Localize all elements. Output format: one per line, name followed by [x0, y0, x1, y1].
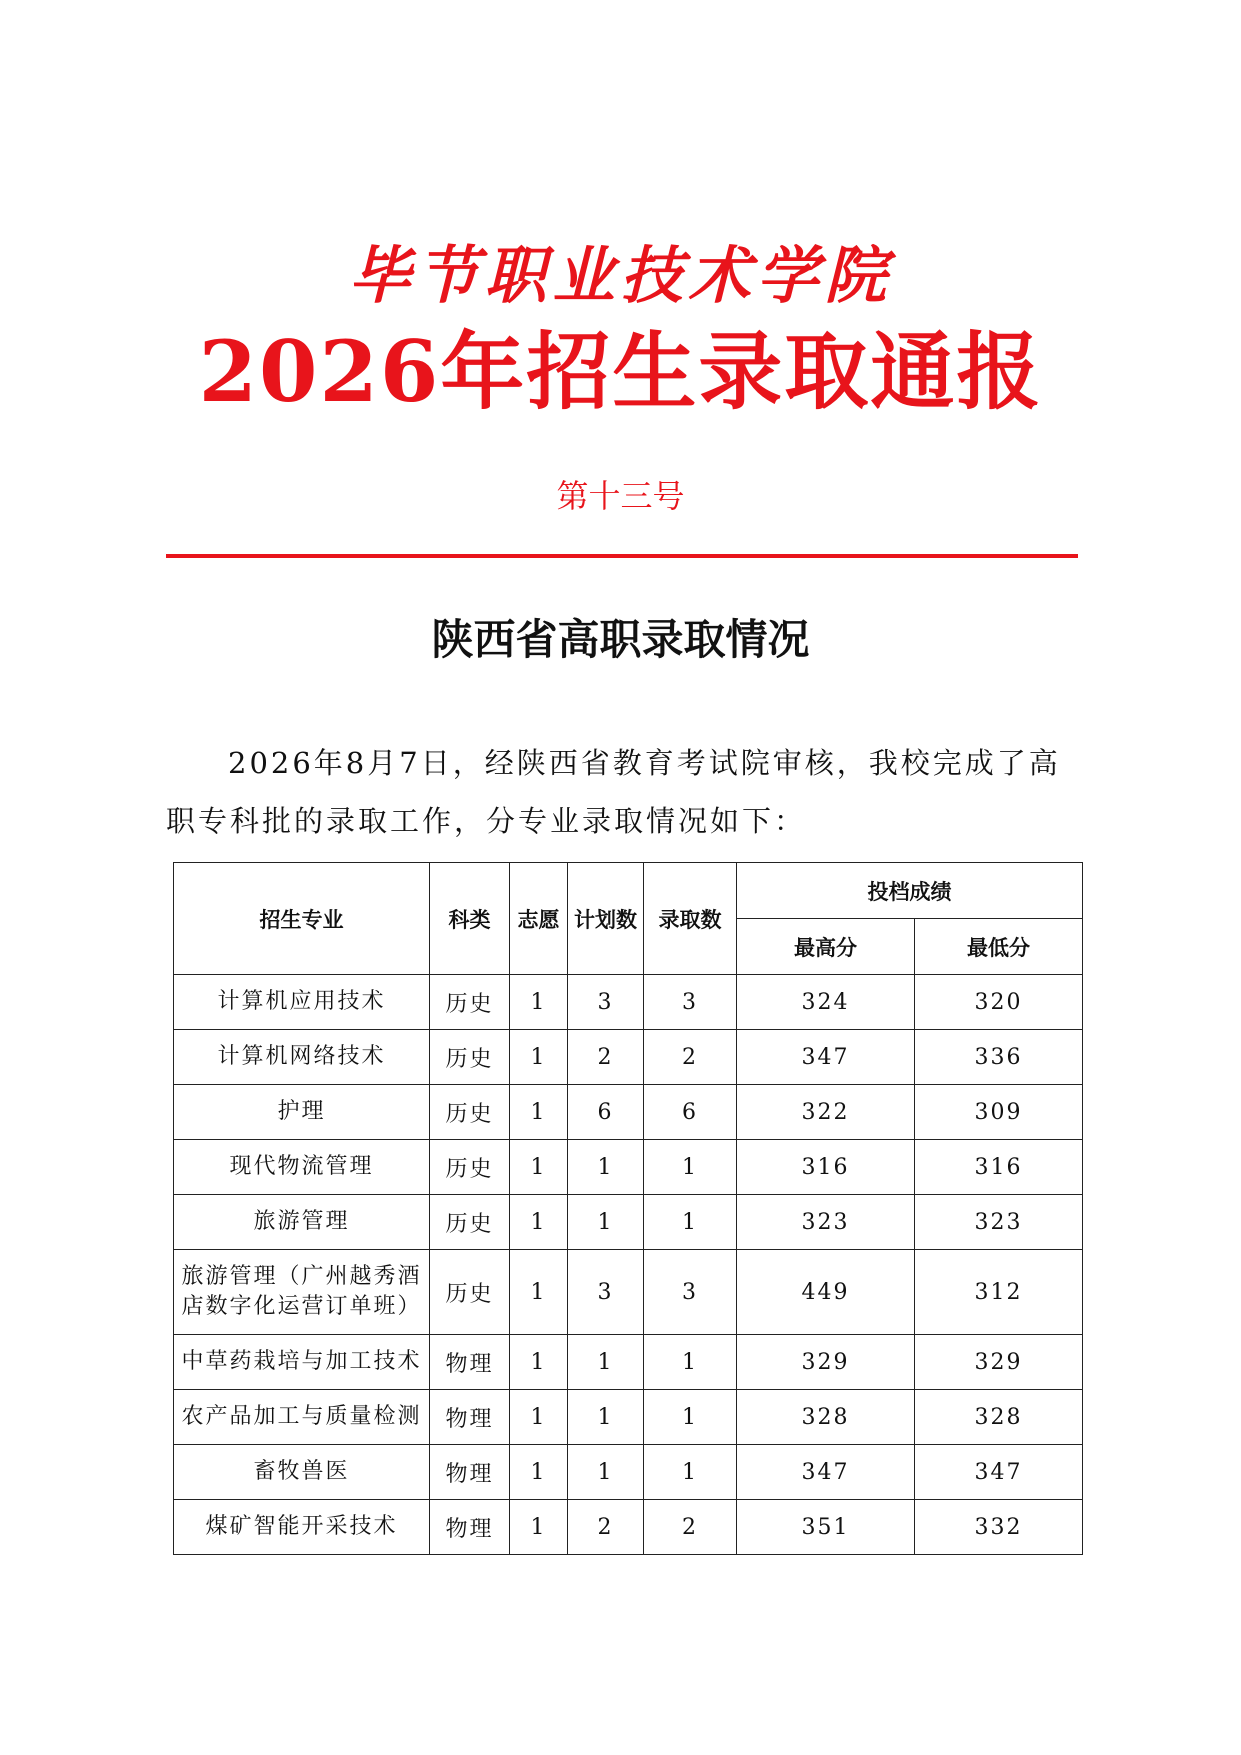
table-row	[174, 1250, 1083, 1335]
cell-max-score: 329	[737, 1335, 915, 1390]
table-row	[174, 1085, 1083, 1140]
cell-category: 物理	[430, 1390, 510, 1445]
cell-category: 历史	[430, 1085, 510, 1140]
table-row	[174, 1030, 1083, 1085]
cell-plan: 2	[568, 1030, 644, 1085]
cell-min-score: 320	[915, 975, 1083, 1030]
table-row	[174, 975, 1083, 1030]
cell-max-score: 324	[737, 975, 915, 1030]
cell-admitted: 1	[644, 1195, 737, 1250]
header-max-score: 最高分	[737, 919, 915, 975]
cell-plan: 2	[568, 1500, 644, 1555]
report-title: 2026年招生录取通报	[198, 322, 1043, 421]
cell-major: 旅游管理	[174, 1195, 430, 1250]
cell-max-score: 351	[737, 1500, 915, 1555]
cell-max-score: 316	[737, 1140, 915, 1195]
header-preference: 志愿	[510, 863, 568, 975]
cell-preference: 1	[510, 1030, 568, 1085]
cell-preference: 1	[510, 1085, 568, 1140]
header-plan: 计划数	[568, 863, 644, 975]
intro-paragraph: 2026年8月7日，经陕西省教育考试院审核，我校完成了高职专科批的录取工作，分专业录取情况如下：	[166, 746, 1061, 838]
table-row	[174, 1445, 1083, 1500]
cell-admitted: 2	[644, 1500, 737, 1555]
cell-min-score: 336	[915, 1030, 1083, 1085]
cell-category: 物理	[430, 1335, 510, 1390]
cell-min-score: 323	[915, 1195, 1083, 1250]
cell-preference: 1	[510, 975, 568, 1030]
header-min-score: 最低分	[915, 919, 1083, 975]
cell-preference: 1	[510, 1140, 568, 1195]
cell-min-score: 347	[915, 1445, 1083, 1500]
table-row	[174, 1390, 1083, 1445]
cell-major: 护理	[174, 1085, 430, 1140]
cell-admitted: 1	[644, 1445, 737, 1500]
table-row	[174, 1195, 1083, 1250]
cell-category: 物理	[430, 1500, 510, 1555]
table-row	[174, 1335, 1083, 1390]
cell-admitted: 1	[644, 1335, 737, 1390]
cell-admitted: 1	[644, 1140, 737, 1195]
cell-min-score: 312	[915, 1250, 1083, 1335]
admission-results-table	[173, 862, 1083, 1555]
cell-plan: 1	[568, 1140, 644, 1195]
cell-max-score: 347	[737, 1445, 915, 1500]
cell-category: 历史	[430, 1030, 510, 1085]
cell-plan: 1	[568, 1335, 644, 1390]
cell-category: 历史	[430, 975, 510, 1030]
cell-major: 农产品加工与质量检测	[174, 1390, 430, 1445]
cell-max-score: 323	[737, 1195, 915, 1250]
cell-admitted: 6	[644, 1085, 737, 1140]
cell-category: 历史	[430, 1140, 510, 1195]
cell-category: 历史	[430, 1250, 510, 1335]
cell-category: 历史	[430, 1195, 510, 1250]
cell-major: 现代物流管理	[174, 1140, 430, 1195]
cell-admitted: 1	[644, 1390, 737, 1445]
header-score-group: 投档成绩	[737, 863, 1083, 919]
cell-preference: 1	[510, 1250, 568, 1335]
cell-major: 计算机应用技术	[174, 975, 430, 1030]
cell-admitted: 3	[644, 975, 737, 1030]
cell-category: 物理	[430, 1445, 510, 1500]
cell-preference: 1	[510, 1195, 568, 1250]
cell-major: 中草药栽培与加工技术	[174, 1335, 430, 1390]
cell-preference: 1	[510, 1445, 568, 1500]
table-row	[174, 1140, 1083, 1195]
cell-major: 煤矿智能开采技术	[174, 1500, 430, 1555]
school-name: 毕节职业技术学院	[348, 239, 893, 312]
header-major: 招生专业	[174, 863, 430, 975]
issue-number: 第十三号	[556, 477, 685, 515]
cell-min-score: 316	[915, 1140, 1083, 1195]
cell-admitted: 3	[644, 1250, 737, 1335]
cell-plan: 1	[568, 1195, 644, 1250]
cell-min-score: 332	[915, 1500, 1083, 1555]
cell-plan: 6	[568, 1085, 644, 1140]
cell-max-score: 347	[737, 1030, 915, 1085]
cell-min-score: 309	[915, 1085, 1083, 1140]
cell-max-score: 328	[737, 1390, 915, 1445]
cell-major: 计算机网络技术	[174, 1030, 430, 1085]
header-category: 科类	[430, 863, 510, 975]
cell-plan: 1	[568, 1390, 644, 1445]
cell-preference: 1	[510, 1390, 568, 1445]
cell-major: 畜牧兽医	[174, 1445, 430, 1500]
cell-min-score: 328	[915, 1390, 1083, 1445]
header-admitted: 录取数	[644, 863, 737, 975]
cell-plan: 1	[568, 1445, 644, 1500]
cell-plan: 3	[568, 975, 644, 1030]
cell-preference: 1	[510, 1335, 568, 1390]
table-header-row	[174, 863, 1083, 919]
cell-min-score: 329	[915, 1335, 1083, 1390]
cell-max-score: 449	[737, 1250, 915, 1335]
cell-admitted: 2	[644, 1030, 737, 1085]
cell-plan: 3	[568, 1250, 644, 1335]
table-row	[174, 1500, 1083, 1555]
cell-major: 旅游管理（广州越秀酒店数字化运营订单班）	[174, 1250, 430, 1335]
section-title: 陕西省高职录取情况	[431, 615, 810, 664]
header-divider	[166, 554, 1078, 558]
cell-preference: 1	[510, 1500, 568, 1555]
cell-max-score: 322	[737, 1085, 915, 1140]
